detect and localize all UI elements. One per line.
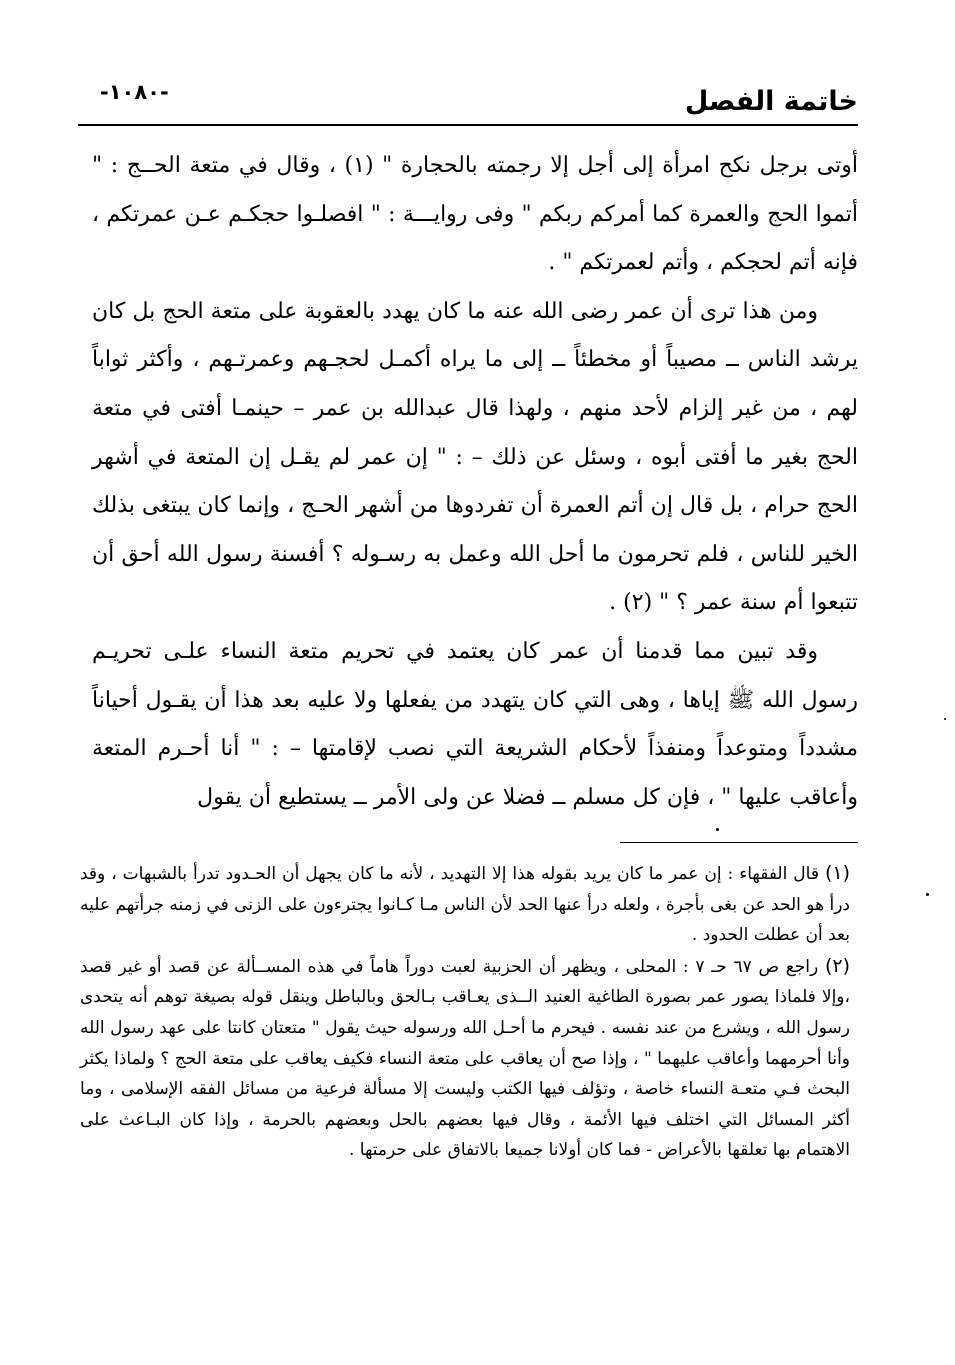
paragraph-3: وقد تبين مما قدمنا أن عمر كان يعتمد في تحريم متعة النساء علـى تحريـم رسول الله ﷺ إياها ، وهى التي كان يتهدد من يفعلها ولا عليه بعد هذا أن يقـول أحياناً مشدداً ومتوعداً ومنفذاً لأحكام الشريعة التي نصب لإقامتها – : " أنا أحـرم المتعة وأعاقب عليها " ، فإن كل مسلم ــ فضلا عن ولى الأمر ــ يستطيع أن يقول [92,638,859,810]
chapter-title: خاتمة الفصل [684,86,858,117]
footnote-text: قال الفقهاء : إن عمر ما كان يريد بقوله هذا إلا التهديد ، لأنه ما كان يجهل أن الحـدود تدرأ بالشبهات ، وقد درأ هو الحد عن بغى بأجرة ، ولعله درأ عنها الحد لأن الناس مـا كـانوا يجترءون على الزنى في زمنه جرأتهم عليه بعد أن عطلت الحدود . [80,864,850,946]
page-number: -١٠٨٠- [100,80,169,104]
footnote-1 [80,858,850,951]
paragraph-1: أوتى برجل نكح امرأة إلى أجل إلا رجمته بالحجارة " (١) ، وقال في متعة الحــج : " أتموا الحج والعمرة كما أمركم ربكم " وفى روايـــة : " افصلـوا حجكـم عـن عمرتكم ، فإنه أتم لحجكم ، وأتم لعمرتكم " . [92,153,858,276]
footnote-text: راجع ص ٦٧ حـ ٧ : المحلى ، ويظهر أن الحزبية لعبت دوراً هاماً في هذه المســألة عن قصد أو غير قصد ،وإلا فلماذا يصور عمر بصورة الطاغية العنيد الــذى يعـاقب بـالحق وبالباطل وينقل قوله بصيغة توهم أنه يتحدى رسول الله ، ويشرع من عند نفسه . فيحرم ما أحـل الله ورسوله حيث يقول " متعتان كانتا على عهد رسول الله وأنا أحرمهما وأعاقب عليهما " ، وإذا صح أن يعاقب على متعة النساء فكيف يعاقب على متعة الحج ؟ ولماذا يكثر البحث فـي متعـة النساء خاصة ، وتؤلف فيها الكتب وليست إلا مسألة فرعية من مسائل الفقه الإسلامى ، وما أكثر المسائل التي اختلف فيها الأئمة ، وقال فيها بعضهم بالحل وبعضهم بالحرمة ، وإذا كان البـاعث على الاهتمام بها تعلقها بالأعراض - فما كان أولانا جميعا بالاتفاق على حرمتها . [80,956,850,1161]
scan-speck [944,718,946,720]
paragraph-2: ومن هذا ترى أن عمر رضى الله عنه ما كان يهدد بالعقوبة على متعة الحج بل كان يرشد الناس ــ مصيباً أو مخطئاً ــ إلى ما يراه أكمـل لحجـهم وعمرتـهم ، وأكثر ثواباً لهم ، من غير إلزام لأحد منهم ، ولهذا قال عبدالله بن عمر – حينمـا أفتى في متعة الحج بغير ما أفتى أبوه ، وسئل عن ذلك – : " إن عمر لم يقـل إن المتعة في أشهر الحج حرام ، بل قال إن أتم العمرة أن تفردوها من أشهر الحـج ، وإنما كان يبتغى بذلك الخير للناس ، فلم تحرمون ما أحل الله وعمل به رسـوله ؟ أفسنة رسول الله أحق أن تتبعوا أم سنة عمر ؟ " (٢) . [92,298,858,616]
footnote-marker: (٢) [824,954,851,977]
scan-speck [926,893,929,896]
main-text [92,142,858,822]
footnote-divider [620,842,858,843]
footnote-2 [80,951,850,1166]
footnotes [80,858,850,1166]
header-divider [78,124,858,126]
scan-speck [716,828,719,831]
page-header [78,78,858,126]
footnote-marker: (١) [824,862,850,884]
